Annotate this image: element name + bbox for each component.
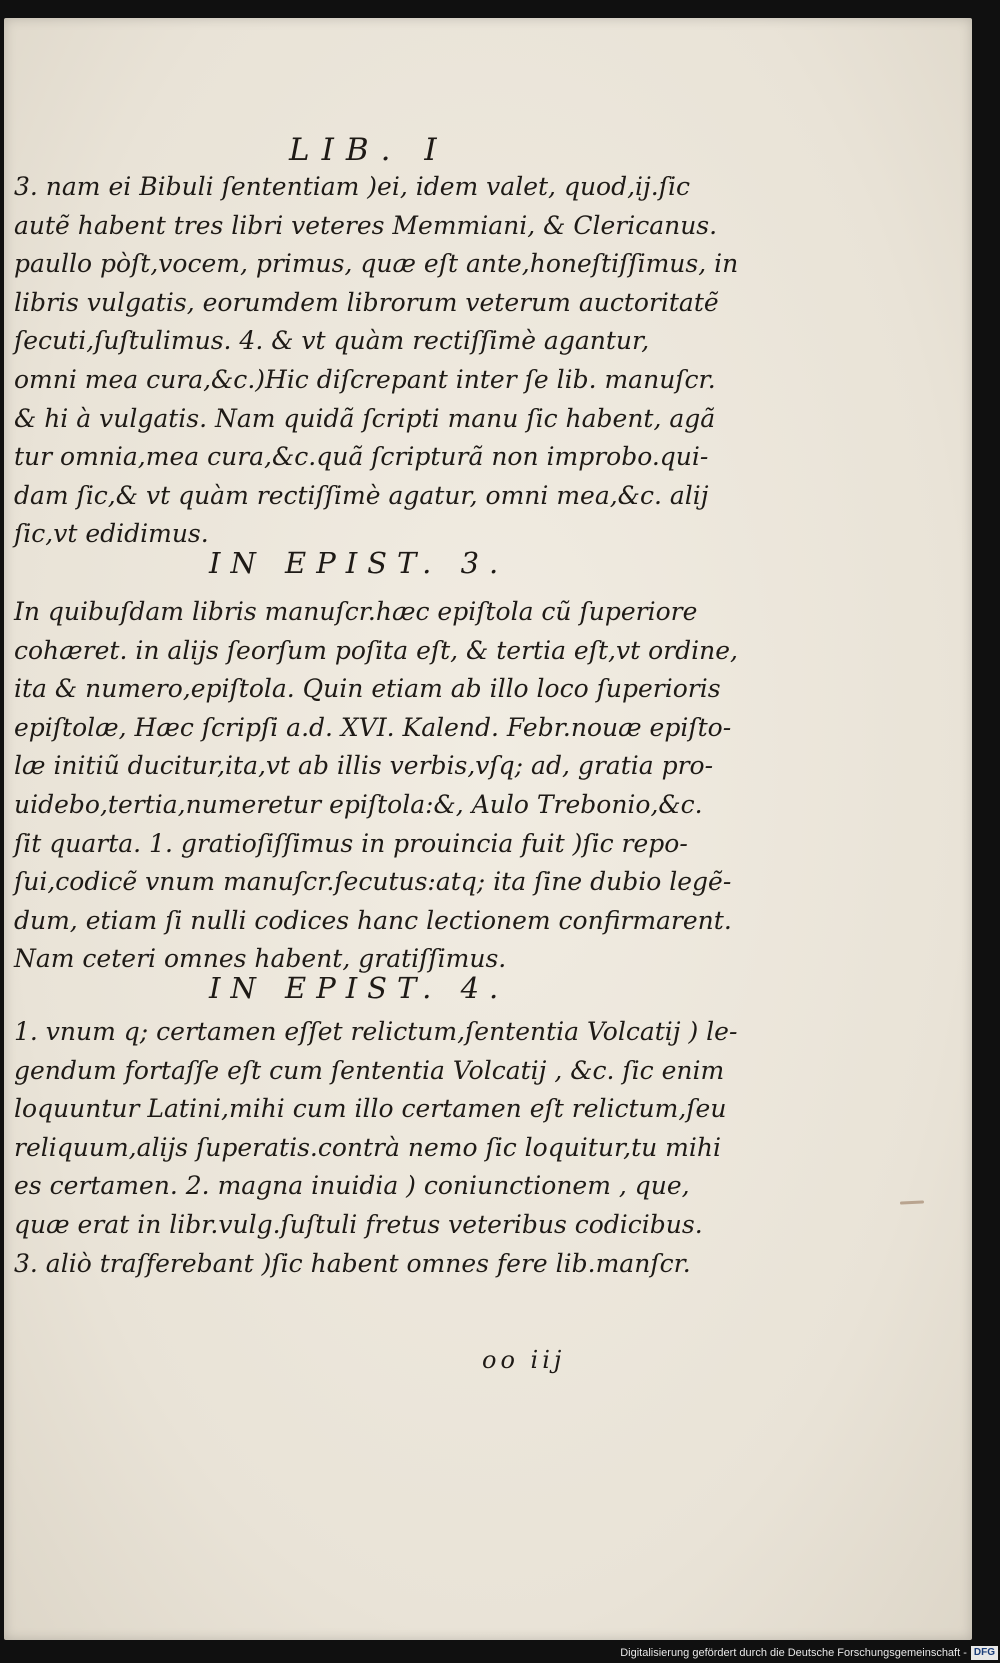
text-line: tur omnia,mea cura,&c.quã ſcripturã non improbo.qui- [14, 442, 709, 472]
text-line: In quibuſdam libris manuſcr.hæc epiſtola cũ ſuperiore [14, 597, 698, 626]
text-line: dum, etiam ſi nulli codices hanc lectionem confirmarent. [14, 905, 732, 935]
text-line: ſic,vt edidimus. [14, 519, 209, 549]
text-line: 3. nam ei Bibuli ſententiam )ei, idem valet, quod,ij.ſic [14, 172, 690, 201]
section-title-epist3: IN EPIST. 3. [209, 546, 509, 580]
text-line: loquuntur Latini,mihi cum illo certamen eſt relictum,ſeu [14, 1094, 727, 1124]
text-line: ſit quarta. 1. gratioſiſſimus in prouincia fuit )ſic repo- [14, 828, 688, 858]
footer-credit [620, 1644, 998, 1662]
text-line: 3. aliò traſferebant )ſic habent omnes fere lib.manſcr. [14, 1248, 691, 1278]
text-block-epist4 [14, 1013, 737, 1283]
text-line: gendum fortaſſe eſt cum ſententia Volcatij , &c. ſic enim [14, 1055, 725, 1085]
text-line: reliquum,alijs ſuperatis.contrà nemo ſic loquitur,tu mihi [14, 1132, 721, 1162]
text-line: autẽ habent tres libri veteres Memmiani, & Clericanus. [14, 210, 718, 240]
text-line: læ initiũ ducitur,ita,vt ab illis verbis,vſq; ad, gratia pro- [14, 751, 714, 781]
text-line: es certamen. 2. magna inuidia ) coniunctionem , que, [14, 1171, 690, 1201]
running-head: LIB. I [289, 132, 449, 168]
book-page [4, 18, 972, 1640]
text-line: ſecuti,ſuſtulimus. 4. & vt quàm rectiſſimè agantur, [14, 326, 650, 356]
text-line: cohæret. in alijs ſeorſum poſita eſt, & tertia eſt,vt ordine, [14, 635, 738, 665]
text-line: ita & numero,epiſtola. Quin etiam ab illo loco ſuperioris [14, 674, 721, 704]
ink-smudge [900, 1200, 924, 1204]
text-line: 1. vnum q; certamen eſſet relictum,ſententia Volcatij ) le- [14, 1017, 738, 1046]
text-line: uidebo,tertia,numeretur epiſtola:&, Aulo Trebonio,&c. [14, 789, 703, 819]
text-line: Nam ceteri omnes habent, gratiſſimus. [14, 944, 507, 974]
text-block-epist3 [14, 593, 738, 979]
dfg-logo-icon: DFG [971, 1646, 998, 1660]
text-line: quæ erat in libr.vulg.ſuſtuli fretus veteribus codicibus. [14, 1209, 703, 1239]
text-line: omni mea cura,&c.)Hic diſcrepant inter ſe lib. manuſcr. [14, 364, 716, 394]
signature-mark: oo iij [482, 1346, 566, 1374]
text-line: ſui,codicẽ vnum manuſcr.ſecutus:atq; ita ſine dubio legẽ- [14, 867, 732, 897]
text-line: epiſtolæ, Hæc ſcripſi a.d. XVI. Kalend. Febr.nouæ epiſto- [14, 712, 732, 742]
text-line: libris vulgatis, eorumdem librorum veterum auctoritatẽ [14, 287, 719, 317]
text-line: & hi à vulgatis. Nam quidã ſcripti manu ſic habent, agã [14, 403, 716, 433]
text-line: paullo pòſt,vocem, primus, quæ eſt ante,honeſtiſſimus, in [14, 249, 739, 279]
text-block-epist2 [14, 168, 738, 554]
section-title-epist4: IN EPIST. 4. [209, 971, 509, 1005]
text-line: dam ſic,& vt quàm rectiſſimè agatur, omni mea,&c. alij [14, 480, 709, 510]
footer-credit-text: Digitalisierung gefördert durch die Deutsche Forschungsgemeinschaft - [620, 1647, 967, 1659]
